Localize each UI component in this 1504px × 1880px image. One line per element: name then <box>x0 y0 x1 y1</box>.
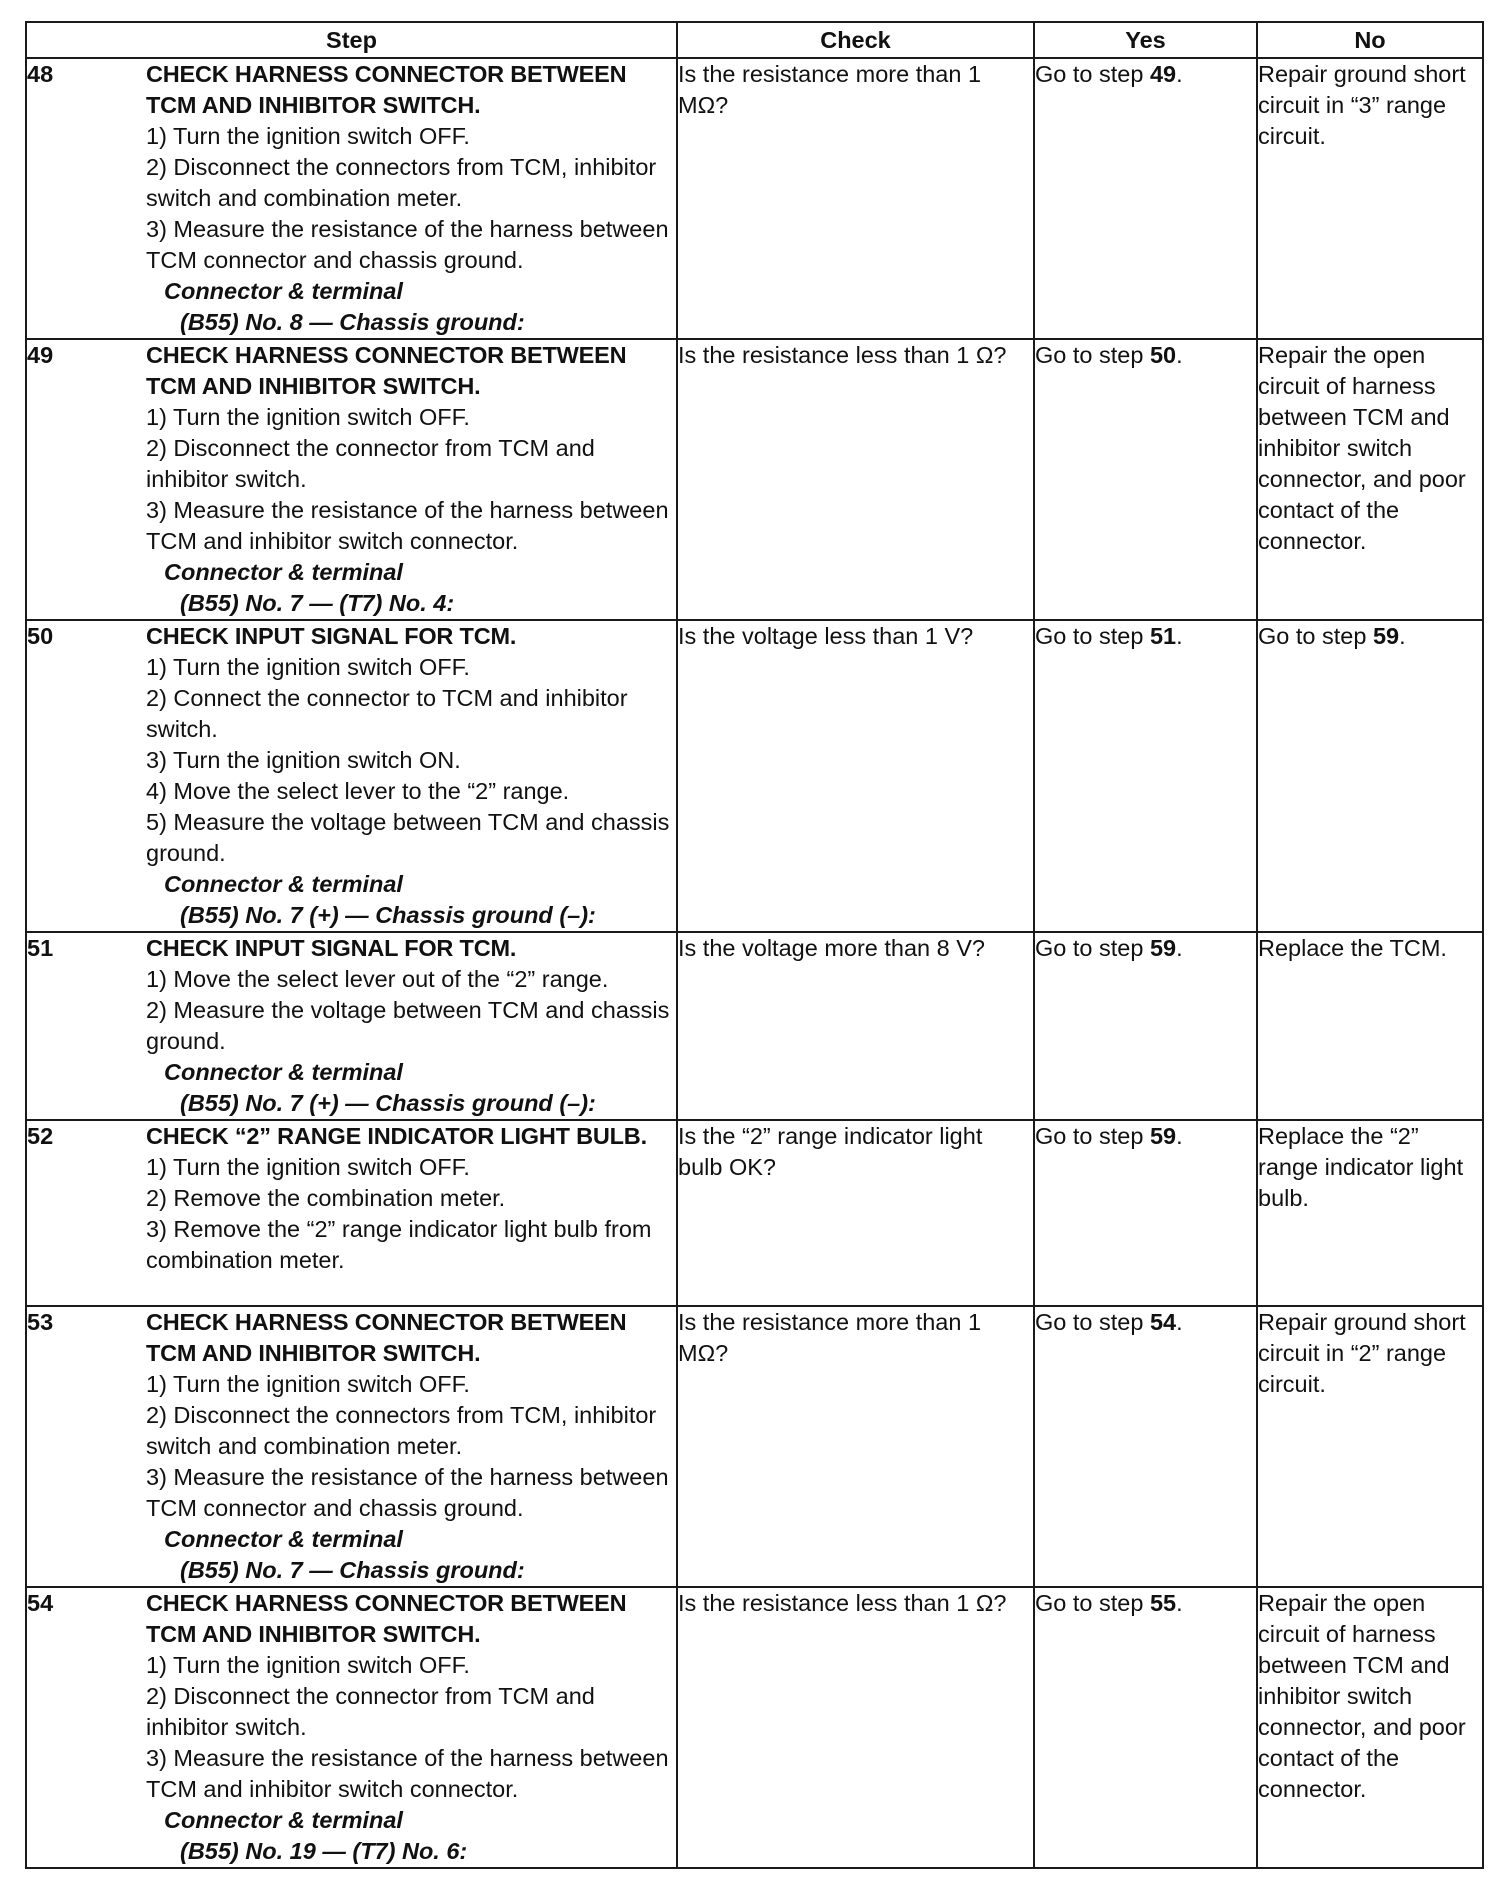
step-instruction: 1) Turn the ignition switch OFF. <box>146 1154 470 1180</box>
no-cell: Replace the TCM. <box>1257 932 1483 1120</box>
step-cell <box>26 1120 677 1306</box>
step-instruction: 3) Measure the resistance of the harness between TCM connector and chassis ground. <box>146 1464 669 1521</box>
header-check: Check <box>677 22 1034 58</box>
table-row <box>26 1120 1483 1306</box>
step-title: CHECK HARNESS CONNECTOR BETWEEN TCM AND INHIBITOR SWITCH. <box>146 1590 627 1647</box>
yes-suffix: . <box>1176 1309 1183 1335</box>
connector-terminal-label: Connector & terminal <box>164 1807 403 1833</box>
yes-suffix: . <box>1176 61 1183 87</box>
step-number: 54 <box>27 1590 54 1616</box>
table-row <box>26 1587 1483 1868</box>
step-instruction: 2) Disconnect the connector from TCM and inhibitor switch. <box>146 435 595 492</box>
check-cell: Is the resistance more than 1 MΩ? <box>677 1306 1034 1587</box>
table-row <box>26 339 1483 620</box>
table-header-row <box>26 22 1483 58</box>
no-cell: Repair the open circuit of harness between TCM and inhibitor switch connector, and poor contact of the connector. <box>1257 339 1483 620</box>
table-body <box>26 58 1483 1868</box>
yes-suffix: . <box>1176 1123 1183 1149</box>
no-cell <box>1257 620 1483 932</box>
step-number: 49 <box>27 342 54 368</box>
step-instruction: 1) Turn the ignition switch OFF. <box>146 654 470 680</box>
step-cell <box>26 58 677 339</box>
step-cell <box>26 1306 677 1587</box>
yes-prefix: Go to step <box>1035 623 1150 649</box>
header-yes: Yes <box>1034 22 1257 58</box>
yes-prefix: Go to step <box>1035 61 1150 87</box>
yes-suffix: . <box>1176 342 1183 368</box>
yes-step-number: 51 <box>1149 623 1177 649</box>
yes-suffix: . <box>1176 623 1183 649</box>
step-title: CHECK “2” RANGE INDICATOR LIGHT BULB. <box>146 1123 647 1149</box>
connector-terminal-label: Connector & terminal <box>164 559 403 585</box>
yes-step-number: 50 <box>1149 342 1177 368</box>
step-instruction: 1) Turn the ignition switch OFF. <box>146 1371 470 1397</box>
step-instruction: 4) Move the select lever to the “2” range. <box>146 778 570 804</box>
step-instruction: 3) Turn the ignition switch ON. <box>146 747 461 773</box>
no-cell: Replace the “2” range indicator light bulb. <box>1257 1120 1483 1306</box>
step-instruction: 3) Measure the resistance of the harness between TCM and inhibitor switch connector. <box>146 1745 669 1802</box>
no-cell: Repair ground short circuit in “2” range circuit. <box>1257 1306 1483 1587</box>
step-instruction: 2) Remove the combination meter. <box>146 1185 506 1211</box>
step-cell <box>26 932 677 1120</box>
step-cell <box>26 339 677 620</box>
no-cell: Repair ground short circuit in “3” range circuit. <box>1257 58 1483 339</box>
step-instruction: 2) Measure the voltage between TCM and chassis ground. <box>146 997 670 1054</box>
yes-prefix: Go to step <box>1035 935 1150 961</box>
yes-prefix: Go to step <box>1035 1590 1150 1616</box>
no-prefix: Go to step <box>1258 623 1373 649</box>
table-row <box>26 1306 1483 1587</box>
step-instruction: 1) Move the select lever out of the “2” range. <box>146 966 609 992</box>
yes-step-number: 54 <box>1149 1309 1177 1335</box>
yes-cell <box>1034 339 1257 620</box>
yes-suffix: . <box>1176 1590 1183 1616</box>
step-number: 50 <box>27 623 54 649</box>
yes-cell <box>1034 1120 1257 1306</box>
step-instruction: 2) Disconnect the connector from TCM and inhibitor switch. <box>146 1683 595 1740</box>
check-cell: Is the voltage more than 8 V? <box>677 932 1034 1120</box>
step-instruction: 3) Measure the resistance of the harness between TCM connector and chassis ground. <box>146 216 669 273</box>
connector-terminal-value: (B55) No. 7 — Chassis ground: <box>180 1557 525 1583</box>
yes-cell <box>1034 1587 1257 1868</box>
check-cell: Is the resistance less than 1 Ω? <box>677 339 1034 620</box>
step-title: CHECK HARNESS CONNECTOR BETWEEN TCM AND INHIBITOR SWITCH. <box>146 1309 627 1366</box>
step-cell <box>26 1587 677 1868</box>
step-number: 52 <box>27 1123 54 1149</box>
header-no: No <box>1257 22 1483 58</box>
step-number: 53 <box>27 1309 54 1335</box>
check-cell: Is the resistance more than 1 MΩ? <box>677 58 1034 339</box>
table-row <box>26 932 1483 1120</box>
yes-cell <box>1034 1306 1257 1587</box>
connector-terminal-value: (B55) No. 8 — Chassis ground: <box>180 309 525 335</box>
check-cell: Is the “2” range indicator light bulb OK? <box>677 1120 1034 1306</box>
step-instruction: 1) Turn the ignition switch OFF. <box>146 404 470 430</box>
step-title: CHECK INPUT SIGNAL FOR TCM. <box>146 623 517 649</box>
step-instruction: 1) Turn the ignition switch OFF. <box>146 123 470 149</box>
connector-terminal-label: Connector & terminal <box>164 871 403 897</box>
diagnostic-table <box>25 21 1484 1869</box>
step-instruction: 1) Turn the ignition switch OFF. <box>146 1652 470 1678</box>
yes-prefix: Go to step <box>1035 1309 1150 1335</box>
yes-suffix: . <box>1176 935 1183 961</box>
no-step-number: 59 <box>1372 623 1400 649</box>
step-instruction: 2) Disconnect the connectors from TCM, inhibitor switch and combination meter. <box>146 154 657 211</box>
no-suffix: . <box>1399 623 1406 649</box>
step-title: CHECK INPUT SIGNAL FOR TCM. <box>146 935 517 961</box>
step-instruction: 2) Connect the connector to TCM and inhibitor switch. <box>146 685 628 742</box>
step-title: CHECK HARNESS CONNECTOR BETWEEN TCM AND INHIBITOR SWITCH. <box>146 61 627 118</box>
yes-cell <box>1034 932 1257 1120</box>
connector-terminal-value: (B55) No. 7 (+) — Chassis ground (–): <box>180 902 596 928</box>
connector-terminal-value: (B55) No. 7 — (T7) No. 4: <box>180 590 455 616</box>
table-row <box>26 620 1483 932</box>
yes-step-number: 59 <box>1149 935 1177 961</box>
step-instruction: 3) Measure the resistance of the harness between TCM and inhibitor switch connector. <box>146 497 669 554</box>
step-number: 51 <box>27 935 54 961</box>
connector-terminal-label: Connector & terminal <box>164 1526 403 1552</box>
yes-step-number: 59 <box>1149 1123 1177 1149</box>
check-cell: Is the resistance less than 1 Ω? <box>677 1587 1034 1868</box>
step-title: CHECK HARNESS CONNECTOR BETWEEN TCM AND INHIBITOR SWITCH. <box>146 342 627 399</box>
step-instruction: 5) Measure the voltage between TCM and chassis ground. <box>146 809 670 866</box>
connector-terminal-value: (B55) No. 19 — (T7) No. 6: <box>180 1838 468 1864</box>
yes-step-number: 49 <box>1149 61 1177 87</box>
yes-step-number: 55 <box>1149 1590 1177 1616</box>
step-number: 48 <box>27 61 54 87</box>
no-cell: Repair the open circuit of harness between TCM and inhibitor switch connector, and poor contact of the connector. <box>1257 1587 1483 1868</box>
yes-cell <box>1034 620 1257 932</box>
step-instruction: 2) Disconnect the connectors from TCM, inhibitor switch and combination meter. <box>146 1402 657 1459</box>
connector-terminal-label: Connector & terminal <box>164 1059 403 1085</box>
step-instruction: 3) Remove the “2” range indicator light bulb from combination meter. <box>146 1216 652 1273</box>
connector-terminal-value: (B55) No. 7 (+) — Chassis ground (–): <box>180 1090 596 1116</box>
connector-terminal-label: Connector & terminal <box>164 278 403 304</box>
table-row <box>26 58 1483 339</box>
check-cell: Is the voltage less than 1 V? <box>677 620 1034 932</box>
yes-prefix: Go to step <box>1035 342 1150 368</box>
yes-cell <box>1034 58 1257 339</box>
step-cell <box>26 620 677 932</box>
header-step: Step <box>26 22 677 58</box>
yes-prefix: Go to step <box>1035 1123 1150 1149</box>
